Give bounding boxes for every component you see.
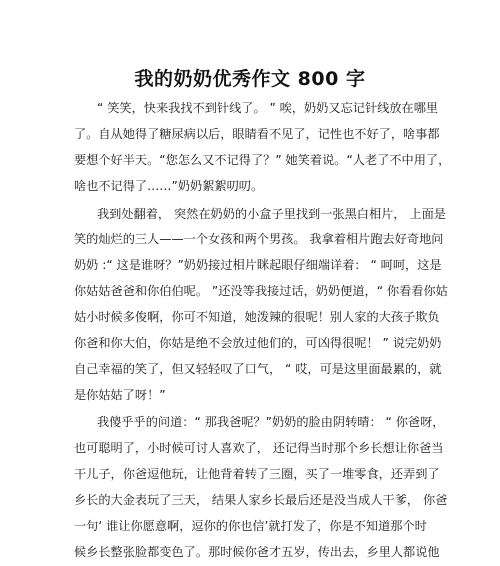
text-line: 乡长的大金表玩了三天， 结果人家乡长最后还是没当成人干爹， 你爸 bbox=[74, 493, 448, 507]
text-line: 你爸和你大伯，你姑是绝不会放过他们的，可凶得很呢！ ” 说完奶奶 bbox=[74, 336, 442, 350]
text-line: 是你姑姑了呀！” bbox=[74, 388, 166, 402]
text-line: 自己幸福的笑了，但又轻轻叹了口气， “ 哎，可是这里面最累的，就 bbox=[74, 362, 442, 376]
text-line: 干儿子，你爸逗他玩，让他背着转了三圈，买了一堆零食，还弄到了 bbox=[74, 467, 440, 481]
text-line: 了。自从她得了糖尿病以后，眼睛看不见了，记性也不好了，啥事都 bbox=[74, 127, 440, 141]
text-line: 一句‘ 谁让你愿意啊，逗你的你也信’就打发了，你是不知道那个时 bbox=[74, 519, 427, 533]
text-line: 也可聪明了，小时候可讨人喜欢了， 还记得当时那个乡长想让你爸当 bbox=[74, 441, 444, 455]
text-line: “ 笑笑，快来我找不到针线了。 ” 唉，奶奶又忘记针线放在哪里 bbox=[97, 101, 439, 115]
text-line: 我傻乎乎的问道：“ 那我爸呢？”奶奶的脸由阴转晴： “ 你爸呀， bbox=[97, 415, 445, 429]
text-line: 我到处翻着， 突然在奶奶的小盒子里找到一张黑白相片， 上面是 bbox=[97, 207, 446, 221]
text-line: 候乡长整张脸都变色了。那时候你爸才五岁，传出去，乡里人都说他 bbox=[74, 545, 440, 559]
document-title: 我的奶奶优秀作文 800 字 bbox=[134, 68, 366, 90]
text-line: 啥也不记得了……”奶奶絮絮叨叨。 bbox=[74, 179, 264, 193]
text-line: 你姑姑爸爸和你伯伯呢。 ”还没等我接过话，奶奶便道，“ 你看看你姑 bbox=[74, 284, 448, 298]
text-line: 姑小时候多俊啊，你可不知道，她泼辣的很呢！别人家的大孩子欺负 bbox=[74, 310, 440, 324]
text-line: 要想个好半天。“您怎么又不记得了？” 她笑着说。“人老了不中用了， bbox=[74, 153, 451, 167]
text-line: 笑的灿烂的三人——一个女孩和两个男孩。 我拿着相片跑去好奇地问 bbox=[74, 232, 444, 246]
text-line: 奶奶 :“ 这是谁呀？”奶奶接过相片眯起眼仔细端详着： “ 呵呵，这是 bbox=[74, 258, 442, 272]
